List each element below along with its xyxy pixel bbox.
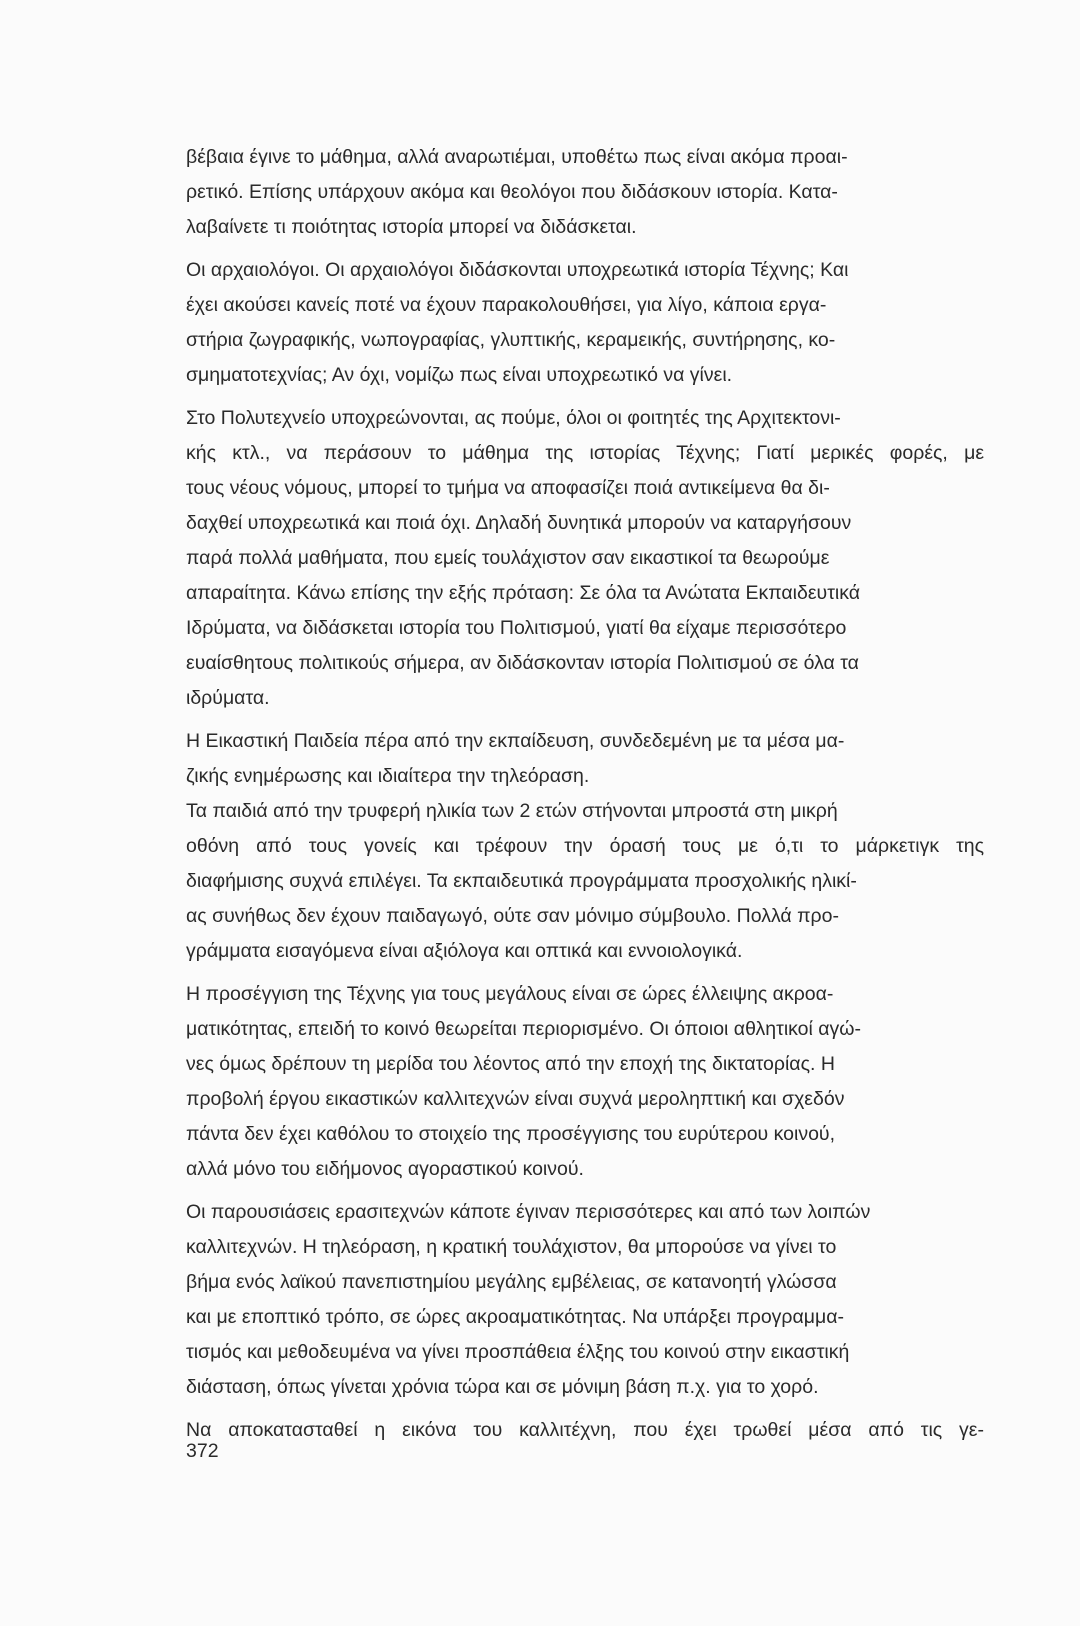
text-line-content: και με εποπτικό τρόπο, σε ώρες ακροαματικότητας. Να υπάρξει προγραμμα- [186,1306,845,1328]
text-line-content: διαφήμισης συχνά επιλέγει. Τα εκπαιδευτικά προγράμματα προσχολικής ηλικί- [186,870,857,892]
text-line [186,977,984,1012]
text-line [186,288,984,323]
text-line [186,934,984,969]
text-line-content: έχει ακούσει κανείς ποτέ να έχουν παρακολουθήσει, για λίγο, κάποια εργα- [186,294,827,316]
text-line-content: Στο Πολυτεχνείο υποχρεώνονται, ας πούμε, όλοι οι φοιτητές της Αρχιτεκτονι- [186,407,841,429]
text-line-content: νες όμως δρέπουν τη μερίδα του λέοντος από την εποχή της δικτατορίας. Η [186,1053,835,1075]
text-line-content: Οι αρχαιολόγοι. Οι αρχαιολόγοι διδάσκονται υποχρεωτικά ιστορία Τέχνης; Και [186,259,849,281]
text-line [186,829,984,864]
paragraph [186,977,984,1187]
text-line [186,1230,984,1265]
text-line-content: Οι παρουσιάσεις ερασιτεχνών κάποτε έγιναν περισσότερες και από των λοιπών [186,1201,871,1223]
text-line [186,759,984,794]
paragraph [186,253,984,393]
text-line [186,140,984,175]
text-line-content: διάσταση, όπως γίνεται χρόνια τώρα και σε μόνιμη βάση π.χ. για το χορό. [186,1376,819,1398]
text-line-content: γράμματα εισαγόμενα είναι αξιόλογα και οπτικά και εννοιολογικά. [186,940,743,962]
text-line [186,506,984,541]
text-line [186,401,984,436]
text-line [186,541,984,576]
paragraph [186,794,984,969]
paragraph [186,401,984,716]
text-line [186,724,984,759]
text-line-content: στήρια ζωγραφικής, νωπογραφίας, γλυπτικής, κεραμεικής, συντήρησης, κο- [186,329,836,351]
text-line [186,611,984,646]
text-line-content: αλλά μόνο του ειδήμονος αγοραστικού κοινού. [186,1158,584,1180]
text-line [186,681,984,716]
text-line [186,471,984,506]
page-body [186,140,984,1456]
text-line-content: ρετικό. Επίσης υπάρχουν ακόμα και θεολόγοι που διδάσκουν ιστορία. Κατα- [186,181,838,203]
text-line-content: ας συνήθως δεν έχουν παιδαγωγό, ούτε σαν μόνιμο σύμβουλο. Πολλά προ- [186,905,839,927]
text-line-content: ιδρύματα. [186,687,270,709]
text-line [186,358,984,393]
text-line-content: τους νέους νόμους, μπορεί το τμήμα να αποφασίζει ποιά αντικείμενα θα δι- [186,477,830,499]
text-line [186,175,984,210]
text-line [186,1370,984,1405]
text-line-content: Ιδρύματα, να διδάσκεται ιστορία του Πολιτισμού, γιατί θα είχαμε περισσότερο [186,617,847,639]
text-line [186,576,984,611]
text-line-content: λαβαίνετε τι ποιότητας ιστορία μπορεί να διδάσκεται. [186,216,637,238]
text-line [186,1082,984,1117]
text-line-content: ευαίσθητους πολιτικούς σήμερα, αν διδάσκονταν ιστορία Πολιτισμού σε όλα τα [186,652,859,674]
text-line [186,323,984,358]
text-line [186,899,984,934]
text-line [186,1265,984,1300]
text-line-content: κής κτλ., να περάσουν το μάθημα της ιστορίας Τέχνης; Γιατί μερικές φορές, με [186,442,985,464]
page-number: 372 [186,1440,219,1462]
text-line-content: απαραίτητα. Κάνω επίσης την εξής πρόταση: Σε όλα τα Ανώτατα Εκπαιδευτικά [186,582,861,604]
paragraph [186,140,984,245]
text-line-content: ματικότητας, επειδή το κοινό θεωρείται περιορισμένο. Οι όποιοι αθλητικοί αγώ- [186,1018,862,1040]
text-line-content: Να αποκατασταθεί η εικόνα του καλλιτέχνη, που έχει τρωθεί μέσα από τις γε- [186,1419,984,1441]
text-line [186,1012,984,1047]
text-line-content: Τα παιδιά από την τρυφερή ηλικία των 2 ετών στήνονται μπροστά στη μικρή [186,800,838,822]
text-line-content: καλλιτεχνών. Η τηλεόραση, η κρατική τουλάχιστον, θα μπορούσε να γίνει το [186,1236,837,1258]
text-line [186,1117,984,1152]
text-line-content: σμηματοτεχνίας; Αν όχι, νομίζω πως είναι υποχρεωτικό να γίνει. [186,364,733,386]
text-line [186,1195,984,1230]
text-line [186,864,984,899]
text-line-content: βήμα ενός λαϊκού πανεπιστημίου μεγάλης εμβέλειας, σε κατανοητή γλώσσα [186,1271,837,1293]
text-line-content: δαχθεί υποχρεωτικά και ποιά όχι. Δηλαδή δυνητικά μπορούν να καταργήσουν [186,512,852,534]
text-line [186,1047,984,1082]
text-line [186,1152,984,1187]
paragraph [186,1413,984,1448]
paragraph [186,1195,984,1405]
text-line [186,436,984,471]
text-line [186,646,984,681]
text-line [186,210,984,245]
text-line-content: ζικής ενημέρωσης και ιδιαίτερα την τηλεόραση. [186,765,590,787]
text-line-content: οθόνη από τους γονείς και τρέφουν την όρασή τους με ό,τι το μάρκετιγκ της [186,835,985,857]
text-line [186,1335,984,1370]
paragraph [186,724,984,794]
text-line-content: τισμός και μεθοδευμένα να γίνει προσπάθεια έλξης του κοινού στην εικαστική [186,1341,850,1363]
text-line-content: Η Εικαστική Παιδεία πέρα από την εκπαίδευση, συνδεδεμένη με τα μέσα μα- [186,730,845,752]
text-line [186,1413,984,1448]
text-line [186,253,984,288]
text-line-content: προβολή έργου εικαστικών καλλιτεχνών είναι συχνά μεροληπτική και σχεδόν [186,1088,845,1110]
text-line [186,1300,984,1335]
text-line [186,794,984,829]
text-line-content: Η προσέγγιση της Τέχνης για τους μεγάλους είναι σε ώρες έλλειψης ακροα- [186,983,834,1005]
text-line-content: πάντα δεν έχει καθόλου το στοιχείο της προσέγγισης του ευρύτερου κοινού, [186,1123,836,1145]
text-line-content: παρά πολλά μαθήματα, που εμείς τουλάχιστον σαν εικαστικοί τα θεωρούμε [186,547,830,569]
text-line-content: βέβαια έγινε το μάθημα, αλλά αναρωτιέμαι, υποθέτω πως είναι ακόμα προαι- [186,146,848,168]
